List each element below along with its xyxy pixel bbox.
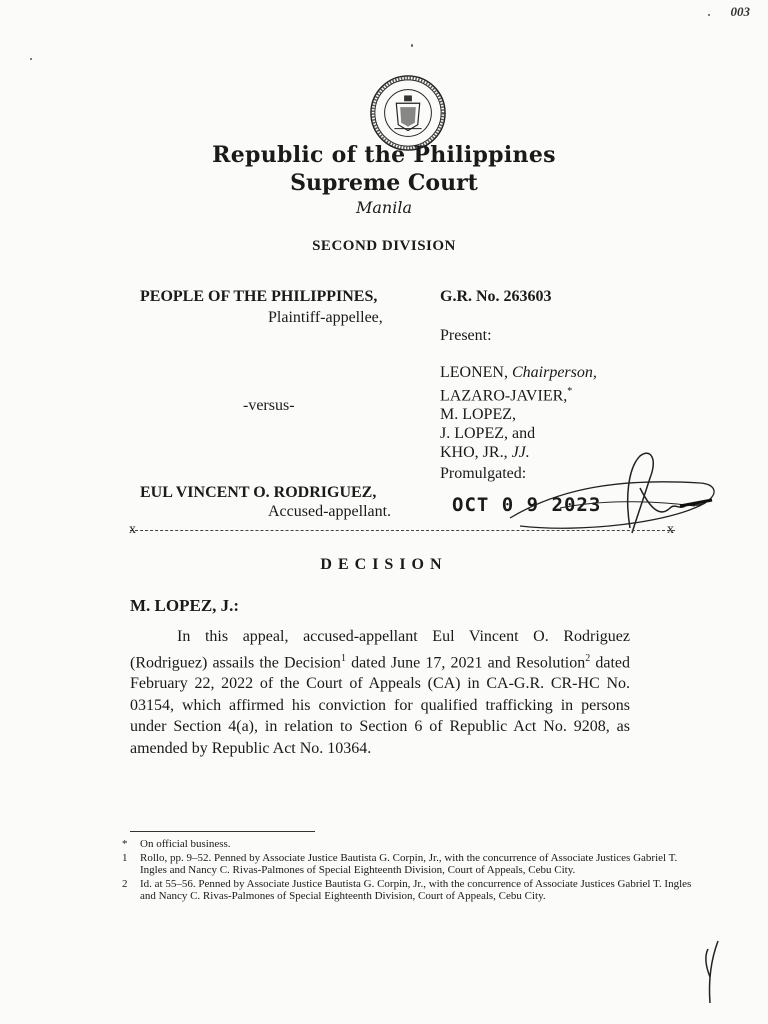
- footnote: [122, 838, 706, 851]
- footnote-rule: [130, 831, 315, 832]
- city-heading: Manila: [356, 198, 412, 217]
- footnote-text: Rollo, pp. 9–52. Penned by Associate Justice Bautista G. Corpin, Jr., with the concurrence of Associate Justices Gabriel T. Ingles and Nancy C. Rivas-Palmones of Special Eighteenth Division, Court of Appeals, Cebu City.: [140, 851, 678, 876]
- separator-x-left: x: [129, 522, 136, 537]
- separator-x-right: x: [667, 522, 674, 537]
- footnote-mark: *: [122, 838, 128, 850]
- caption-separator-line: [130, 530, 675, 531]
- promulgated-label: Promulgated:: [440, 465, 527, 482]
- decision-body-paragraph: [130, 626, 630, 759]
- footnote-ref: 2: [585, 652, 591, 664]
- present-label: Present:: [440, 327, 492, 344]
- scan-speck: [411, 44, 413, 47]
- justice-name: M. LOPEZ,: [440, 406, 516, 424]
- footnote-ref: 1: [340, 652, 346, 664]
- body-text-part: dated June 17, 2021 and Resolution: [345, 653, 586, 671]
- justice-name: KHO, JR.,: [440, 444, 512, 462]
- footnote-text: On official business.: [140, 838, 231, 850]
- supreme-court-seal-icon: [369, 74, 447, 152]
- footnote-mark: 1: [122, 851, 128, 864]
- justice-line: [440, 363, 597, 382]
- plaintiff-role: Plaintiff-appellee,: [268, 309, 383, 326]
- body-text-part: In this appeal, accused-appellant Eul Vincent O. Rodriguez (Rodriguez) assails the Decision: [130, 628, 630, 671]
- case-number: G.R. No. 263603: [440, 288, 552, 305]
- footnote: [122, 852, 706, 877]
- scan-speck: [708, 14, 710, 16]
- promulgated-date-stamp: OCT 0 9 2023: [452, 494, 602, 516]
- versus-label: -versus-: [243, 397, 295, 414]
- division-heading: SECOND DIVISION: [312, 238, 456, 254]
- page-number: 003: [730, 4, 750, 19]
- justice-line: [440, 382, 597, 405]
- handwritten-initial-icon: [702, 937, 724, 1007]
- body-text-part: dated February 22, 2022 of the Court of Appeals (CA) in CA-G.R. CR-HC No. 03154, which affirmed his conviction for qualified trafficking in persons under Section 4(a), in relation to Section 6 of Republic Act No. 9208, as amended by Republic Act No. 10364.: [130, 653, 631, 757]
- justice-footnote-mark: *: [567, 386, 573, 397]
- plaintiff-name: PEOPLE OF THE PHILIPPINES,: [140, 288, 378, 305]
- justice-title: Chairperson,: [511, 364, 597, 381]
- footnotes: [122, 838, 706, 904]
- decision-title: DECISION: [320, 556, 448, 573]
- footnote-text: Id. at 55–56. Penned by Associate Justice Bautista G. Corpin, Jr., with the concurrence of Associate Justices Gabriel T. Ingles and Nancy C. Rivas-Palmones of Special Eighteenth Division, Court of Appeals, Cebu City.: [140, 877, 692, 902]
- court-heading: Supreme Court: [290, 170, 478, 196]
- footnote: [122, 878, 706, 903]
- justice-name: J. LOPEZ, and: [440, 425, 536, 443]
- accused-name: EUL VINCENT O. RODRIGUEZ,: [140, 484, 377, 501]
- justice-title: JJ.: [511, 444, 530, 462]
- accused-role: Accused-appellant.: [268, 503, 392, 520]
- ponente: M. LOPEZ, J.:: [130, 596, 240, 615]
- justice-line: [440, 424, 597, 443]
- justice-name: LAZARO-JAVIER,: [440, 387, 568, 405]
- republic-heading: Republic of the Philippines: [212, 142, 556, 168]
- footnote-mark: 2: [122, 877, 128, 890]
- scan-speck: [30, 58, 32, 60]
- justice-line: [440, 405, 597, 424]
- handwritten-signature-icon: [500, 448, 730, 538]
- justice-name: LEONEN,: [440, 364, 512, 381]
